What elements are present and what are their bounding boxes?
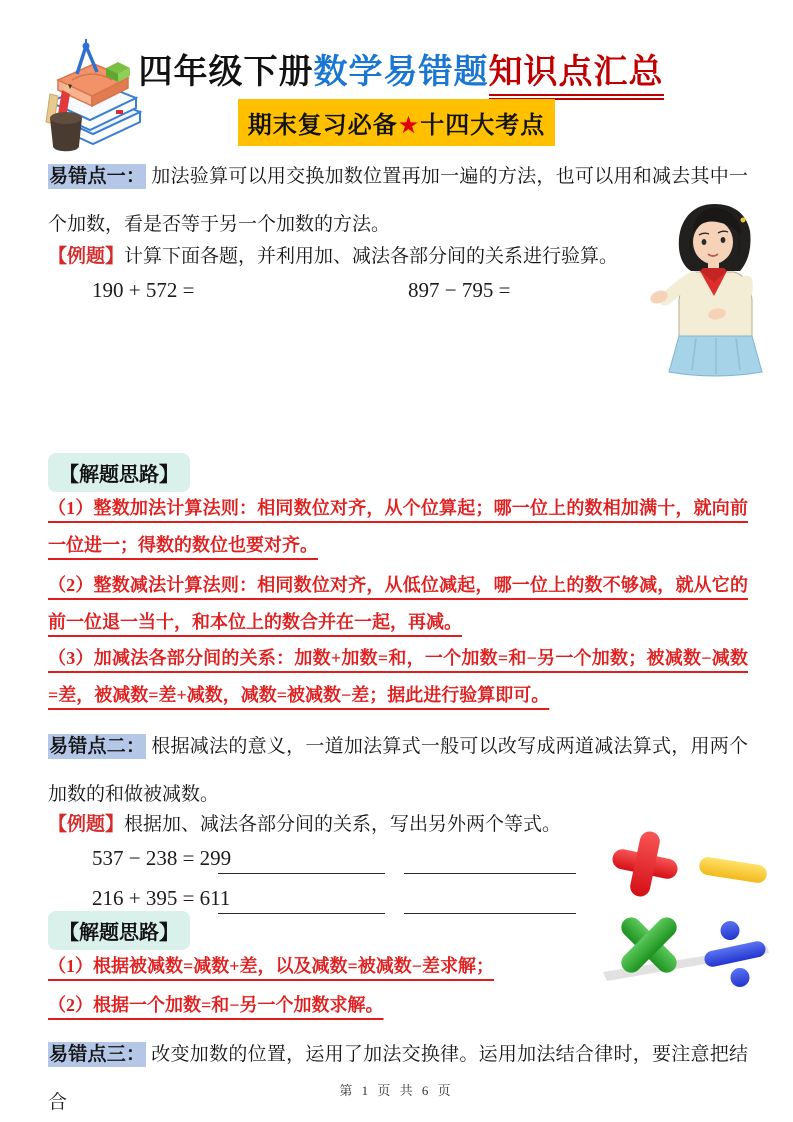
answer-blank (218, 913, 385, 914)
point3-text: 改变加数的位置，运用了加法交换律。运用加法结合律时，要注意把结合 (48, 1044, 748, 1113)
girl-illustration (648, 198, 783, 380)
point1-example (48, 233, 748, 281)
point2-text: 根据减法的意义，一道加法算式一般可以改写成两道减法算式，用两个加数的和做被减数。 (48, 736, 748, 805)
exercise-equation: 190 + 572 = (92, 278, 195, 302)
minus-icon (698, 856, 768, 884)
answer-blank (404, 873, 576, 874)
example2-label: 【例题】 (48, 814, 125, 835)
solution2-item-2: （2）根据一个加数=和−另一个加数求解。 (48, 995, 384, 1015)
answer-blank (218, 873, 385, 874)
exercise-equation: 216 + 395 = 611 (92, 886, 231, 910)
point3-label: 易错点三： (49, 1044, 146, 1065)
page-footer: 第 1 页 共 6 页 (339, 1083, 454, 1098)
example1-label: 【例题】 (48, 246, 125, 267)
exercise-equation: 897 − 795 = (408, 278, 511, 302)
example2-text: 根据加、减法各部分间的关系，写出另外两个等式。 (124, 814, 562, 835)
plus-icon (606, 825, 684, 903)
subtitle-row (0, 99, 793, 146)
point2-label: 易错点二： (49, 736, 146, 757)
solution2-item-1: （1）根据被减数=减数+差，以及减数=被减数−差求解； (48, 956, 495, 976)
title-grade: 四年级下册 (138, 53, 314, 91)
solution2-label: 【解题思路】 (48, 911, 190, 950)
title-topic: 知识点汇总 (489, 44, 664, 100)
subtitle-text-left: 期末复习必备 (247, 112, 398, 139)
solution1-label: 【解题思路】 (48, 453, 190, 492)
solution1-item-1: （1）整数加法计算法则：相同数位对齐，从个位算起；哪一位上的数相加满十，就向前一位进一；得数的数位也要对齐。 (48, 498, 748, 555)
title-subject: 数学易错题 (313, 53, 489, 91)
point1-text: 加法验算可以用交换加数位置再加一遍的方法，也可以用和减去其中一个加数，看是否等于另一个加数的方法。 (48, 166, 748, 235)
answer-blank (404, 913, 576, 914)
solution1-item-3: （3）加减法各部分间的关系：加数+加数=和，一个加数=和−另一个加数；被减数−减数=差，被减数=差+减数，减数=被减数−差；据此进行验算即可。 (48, 648, 748, 705)
page-subtitle (238, 99, 556, 146)
point3-paragraph (48, 1031, 748, 1122)
star-icon: ★ (397, 112, 421, 139)
point1-label: 易错点一： (49, 166, 146, 187)
page-title (118, 44, 684, 100)
exercise-equation: 537 − 238 = 299 (92, 846, 232, 870)
example1-text: 计算下面各题，并利用加、减法各部分间的关系进行验算。 (124, 246, 619, 267)
solution1-item-2: （2）整数减法计算法则：相同数位对齐，从低位减起，哪一位上的数不够减，就从它的前一位退一当十，和本位上的数合并在一起，再减。 (48, 575, 748, 632)
subtitle-text-right: 十四大考点 (420, 112, 546, 139)
